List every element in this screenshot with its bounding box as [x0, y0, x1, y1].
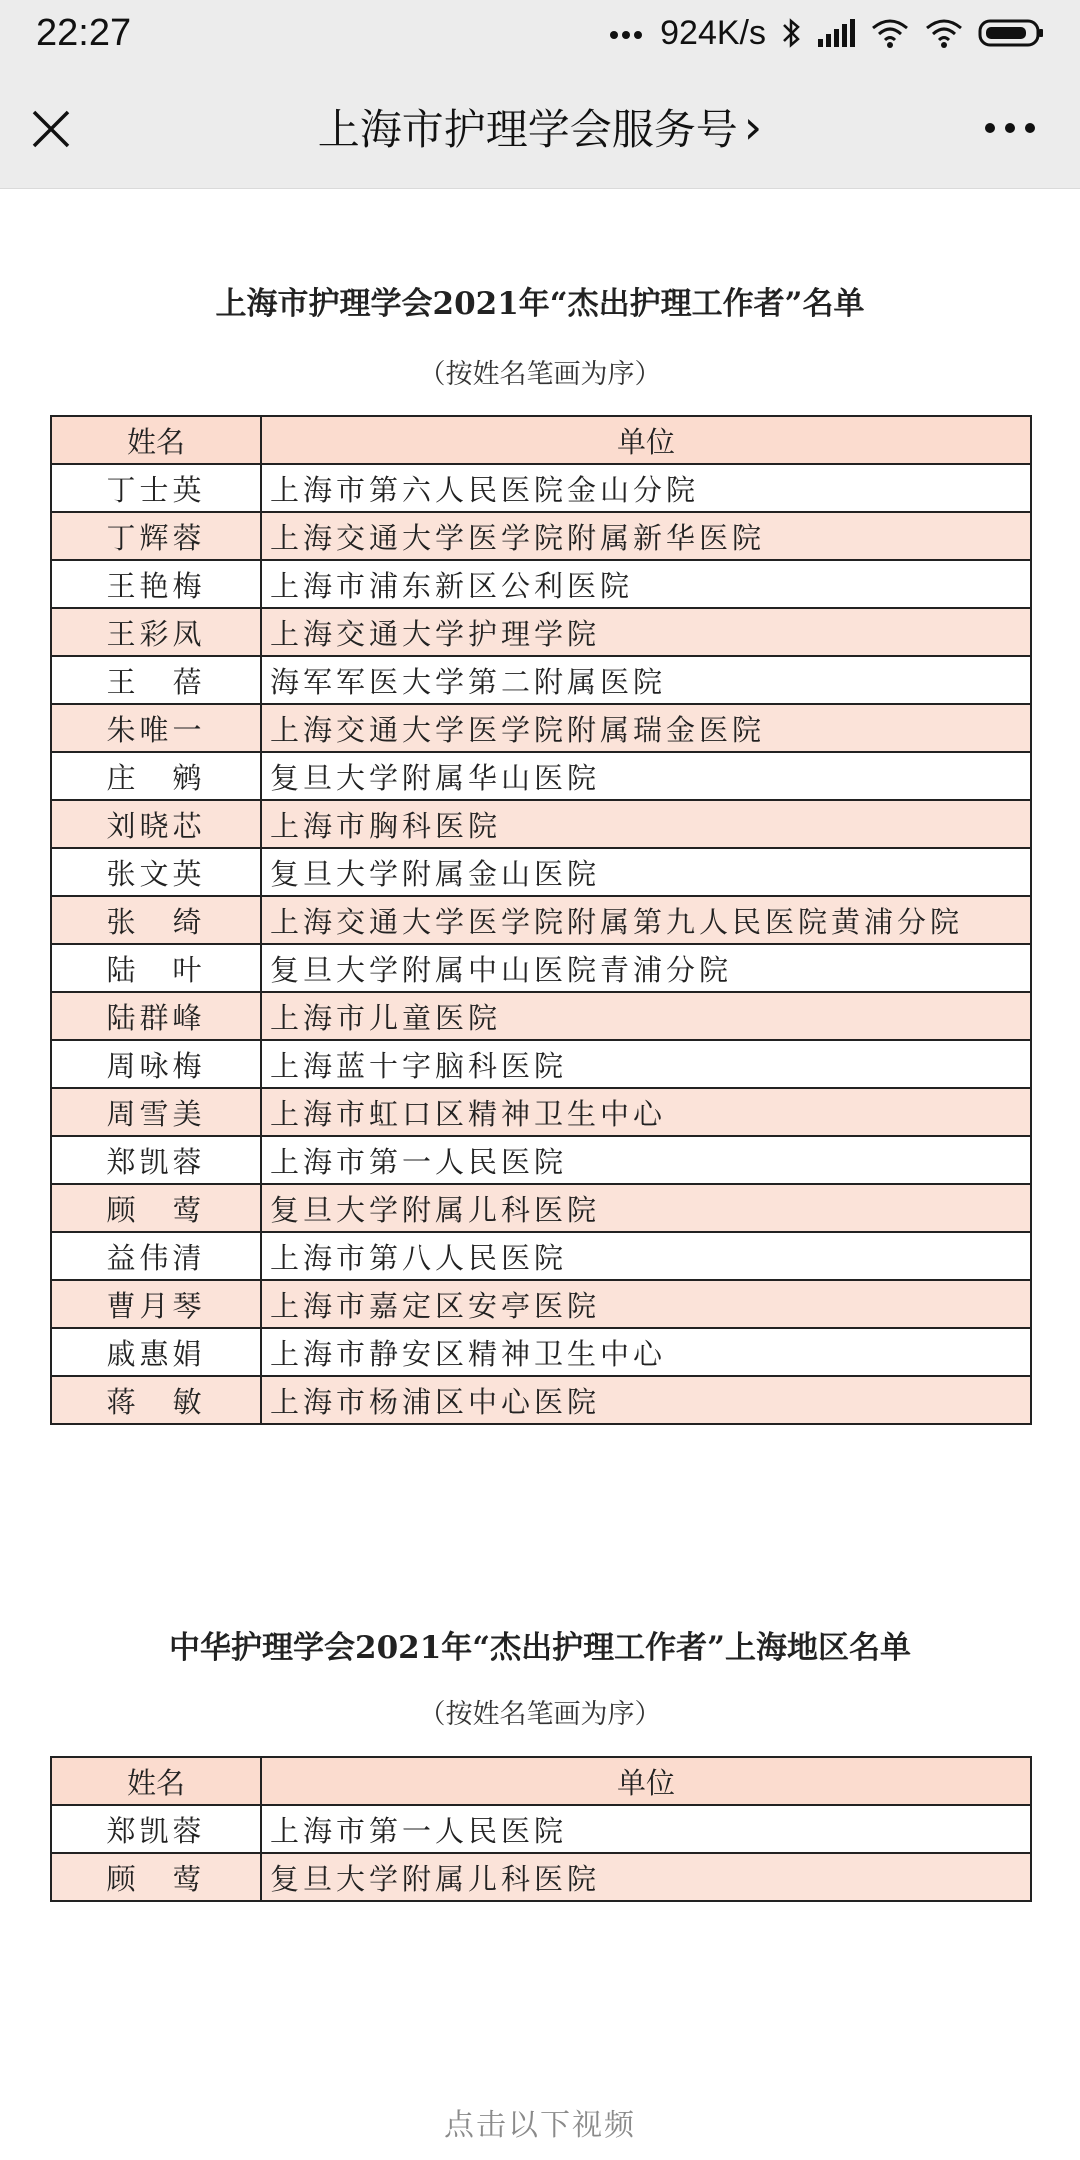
unit-cell: 上海交通大学医学院附属瑞金医院: [261, 704, 1031, 752]
name-cell: 丁士英: [51, 464, 261, 512]
unit-cell: 上海蓝十字脑科医院: [261, 1040, 1031, 1088]
dots-icon: [606, 17, 646, 49]
name-cell: 王 蓓: [51, 656, 261, 704]
account-name: 上海市护理学会服务号: [317, 105, 738, 154]
battery-icon: [978, 17, 1044, 49]
table-row: [51, 1040, 1031, 1088]
wifi-icon: [870, 17, 910, 49]
name-cell: 陆群峰: [51, 992, 261, 1040]
table-row: [51, 1136, 1031, 1184]
nav-title[interactable]: [318, 97, 762, 157]
nav-bar: [0, 66, 1080, 189]
bluetooth-icon: [780, 17, 802, 49]
name-cell: 顾 莺: [51, 1184, 261, 1232]
section1-rows: [51, 464, 1031, 1424]
chevron-right-icon: ›: [743, 100, 763, 154]
status-time: 22:27: [36, 11, 132, 54]
table-row: [51, 560, 1031, 608]
table-row: [51, 1184, 1031, 1232]
table-row: [51, 464, 1031, 512]
unit-cell: 上海市浦东新区公利医院: [261, 560, 1031, 608]
table-header: [51, 1757, 1031, 1805]
name-cell: 张文英: [51, 848, 261, 896]
unit-cell: 上海市第八人民医院: [261, 1232, 1031, 1280]
name-cell: 丁辉蓉: [51, 512, 261, 560]
name-cell: 王艳梅: [51, 560, 261, 608]
name-cell: 郑凯蓉: [51, 1136, 261, 1184]
name-cell: 王彩凤: [51, 608, 261, 656]
status-indicators: [606, 14, 1044, 53]
unit-cell: 上海市儿童医院: [261, 992, 1031, 1040]
name-cell: 张 绮: [51, 896, 261, 944]
table-row: [51, 1853, 1031, 1901]
video-link[interactable]: 点击以下视频: [444, 2108, 636, 2143]
name-cell: 戚惠娟: [51, 1328, 261, 1376]
table-row: [51, 608, 1031, 656]
section1-table: [50, 415, 1032, 1425]
section2-title: 中华护理学会2021年“杰出护理工作者”上海地区名单: [169, 1630, 911, 1666]
table-row: [51, 512, 1031, 560]
section2-rows: [51, 1805, 1031, 1901]
unit-cell: 上海市嘉定区安亭医院: [261, 1280, 1031, 1328]
col-unit-header: 单位: [261, 416, 1031, 464]
table-row: [51, 1088, 1031, 1136]
col-name-header: 姓名: [51, 416, 261, 464]
status-bar: [0, 0, 1080, 66]
unit-cell: 上海市第六人民医院金山分院: [261, 464, 1031, 512]
table-row: [51, 656, 1031, 704]
unit-cell: 上海市静安区精神卫生中心: [261, 1328, 1031, 1376]
unit-cell: 复旦大学附属儿科医院: [261, 1853, 1031, 1901]
table-row: [51, 992, 1031, 1040]
unit-cell: 上海市杨浦区中心医院: [261, 1376, 1031, 1424]
name-cell: 顾 莺: [51, 1853, 261, 1901]
unit-cell: 复旦大学附属华山医院: [261, 752, 1031, 800]
table-row: [51, 944, 1031, 992]
unit-cell: 上海交通大学医学院附属第九人民医院黄浦分院: [261, 896, 1031, 944]
table-row: [51, 800, 1031, 848]
table-row: [51, 848, 1031, 896]
section2-table: [50, 1756, 1032, 1902]
unit-cell: 上海市第一人民医院: [261, 1136, 1031, 1184]
table-row: [51, 1328, 1031, 1376]
name-cell: 朱唯一: [51, 704, 261, 752]
unit-cell: 上海交通大学医学院附属新华医院: [261, 512, 1031, 560]
table-row: [51, 1280, 1031, 1328]
name-cell: 庄 鹓: [51, 752, 261, 800]
unit-cell: 复旦大学附属中山医院青浦分院: [261, 944, 1031, 992]
network-speed: 924K/s: [660, 13, 766, 52]
table-row: [51, 1232, 1031, 1280]
more-icon[interactable]: [984, 118, 1036, 138]
name-cell: 曹月琴: [51, 1280, 261, 1328]
unit-cell: 上海市第一人民医院: [261, 1805, 1031, 1853]
unit-cell: 复旦大学附属儿科医院: [261, 1184, 1031, 1232]
unit-cell: 上海市虹口区精神卫生中心: [261, 1088, 1031, 1136]
close-icon[interactable]: [30, 108, 72, 150]
col-name-header: 姓名: [51, 1757, 261, 1805]
table-row: [51, 896, 1031, 944]
unit-cell: 上海交通大学护理学院: [261, 608, 1031, 656]
table-row: [51, 1376, 1031, 1424]
name-cell: 刘晓芯: [51, 800, 261, 848]
section2-subtitle: （按姓名笔画为序）: [418, 1699, 662, 1730]
table-row: [51, 752, 1031, 800]
name-cell: 益伟清: [51, 1232, 261, 1280]
section1-title: 上海市护理学会2021年“杰出护理工作者”名单: [215, 286, 865, 322]
name-cell: 周雪美: [51, 1088, 261, 1136]
wifi-icon: [924, 17, 964, 49]
unit-cell: 上海市胸科医院: [261, 800, 1031, 848]
name-cell: 郑凯蓉: [51, 1805, 261, 1853]
table-row: [51, 704, 1031, 752]
col-unit-header: 单位: [261, 1757, 1031, 1805]
name-cell: 蒋 敏: [51, 1376, 261, 1424]
name-cell: 陆 叶: [51, 944, 261, 992]
table-row: [51, 1805, 1031, 1853]
unit-cell: 复旦大学附属金山医院: [261, 848, 1031, 896]
signal-icon: [816, 17, 856, 49]
section1-subtitle: （按姓名笔画为序）: [418, 359, 662, 390]
table-header: [51, 416, 1031, 464]
name-cell: 周咏梅: [51, 1040, 261, 1088]
unit-cell: 海军军医大学第二附属医院: [261, 656, 1031, 704]
